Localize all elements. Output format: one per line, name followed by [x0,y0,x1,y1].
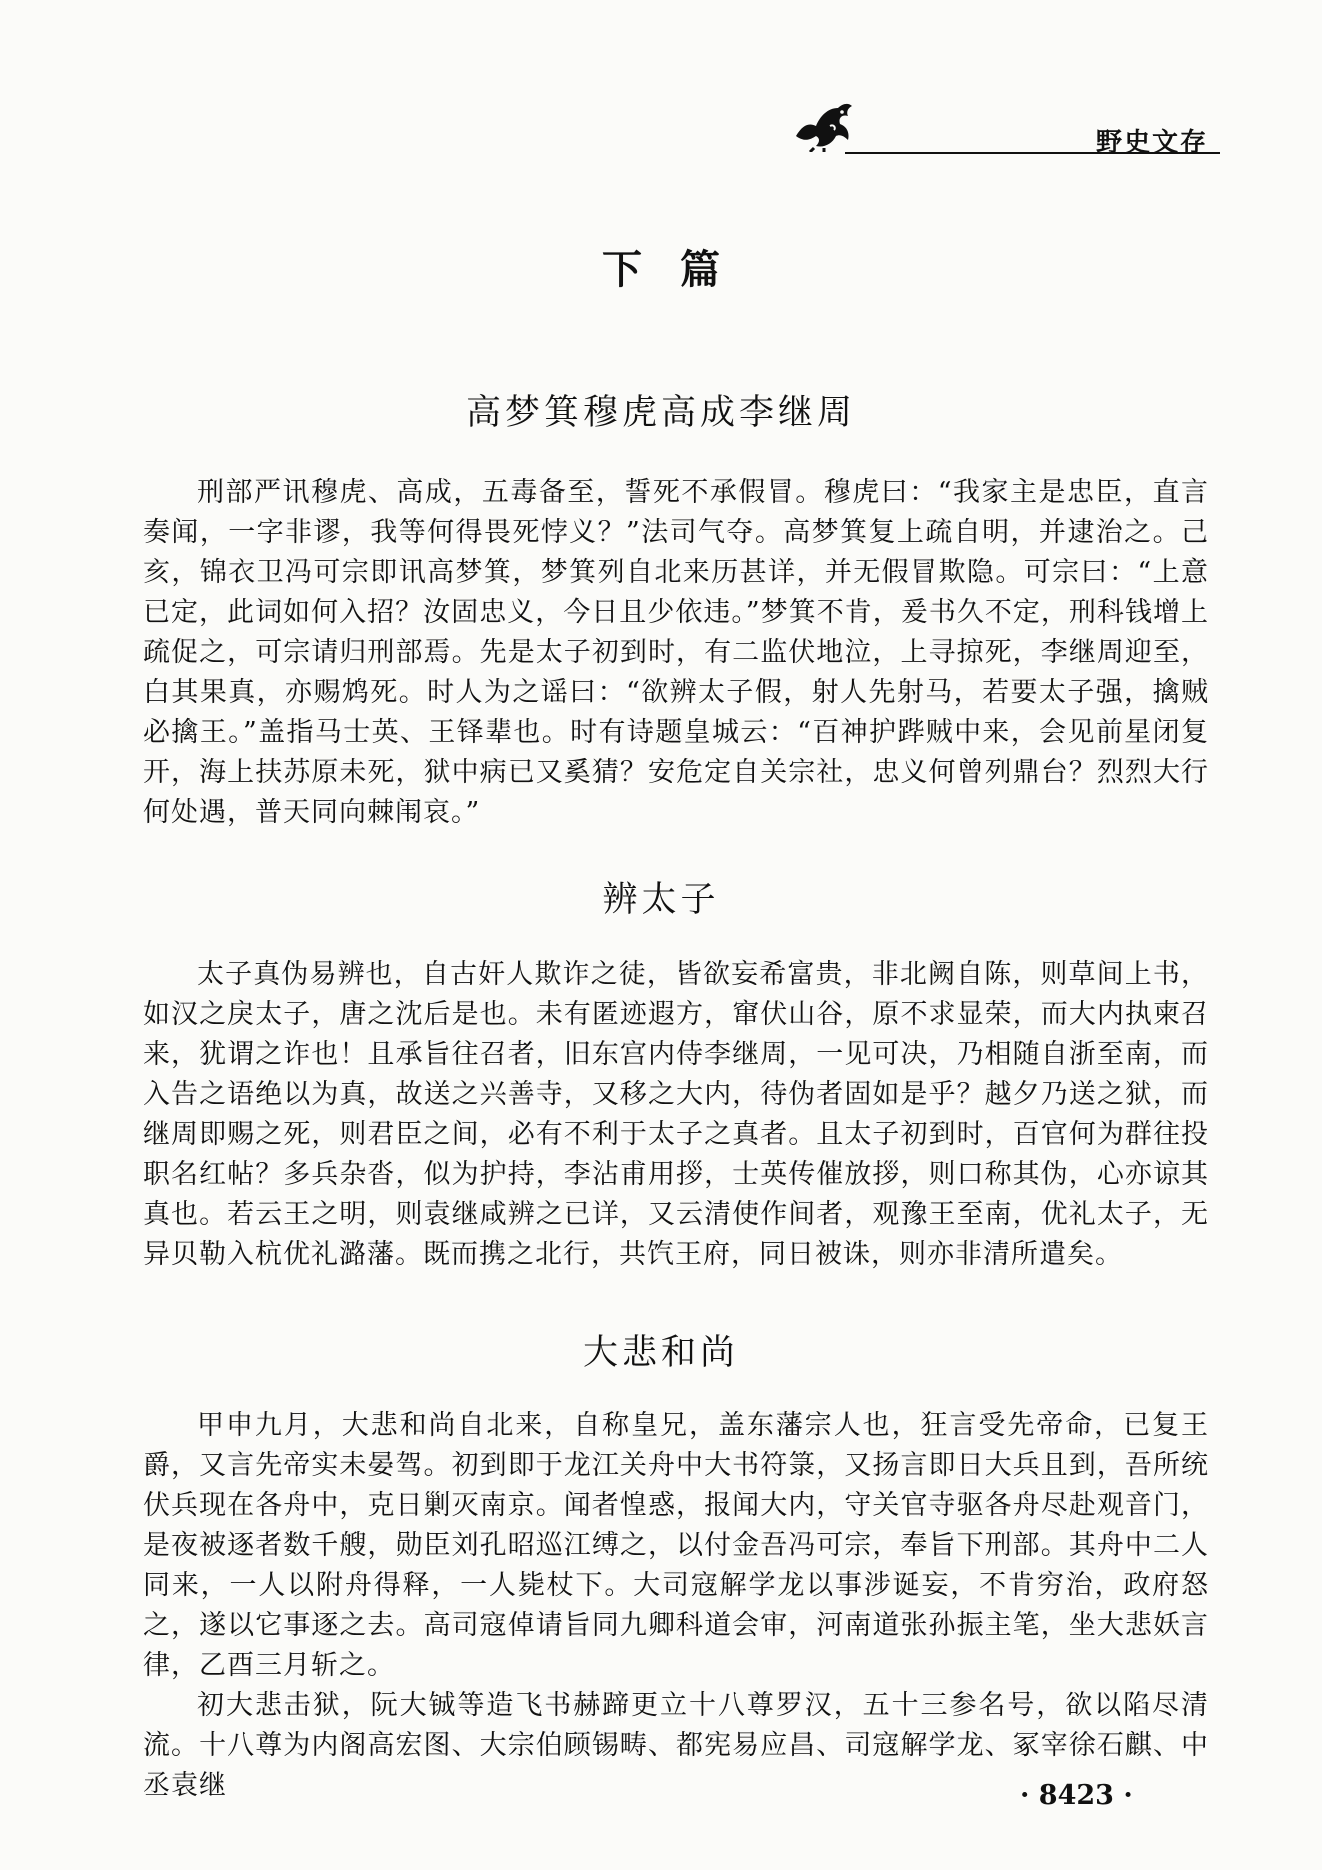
series-name: 野史文存 [1095,128,1208,158]
paragraph: 刑部严讯穆虎、高成，五毒备至，誓死不承假冒。穆虎曰：“我家主是忠臣，直言奏闻，一字非谬，我等何得畏死悖义？”法司气夺。高梦箕复上疏自明，并逮治之。己亥，锦衣卫冯可宗即讯高梦箕，梦箕列自北来历甚详，并无假冒欺隐。可宗曰：“上意已定，此词如何入招？汝固忠义，今日且少依违。”梦箕不肯，爰书久不定，刑科钱增上疏促之，可宗请归刑部焉。先是太子初到时，有二监伏地泣，上寻掠死，李继周迎至，白其果真，亦赐鸩死。时人为之谣曰：“欲辨太子假，射人先射马，若要太子强，擒贼必擒王。”盖指马士英、王铎辈也。时有诗题皇城云：“百神护跸贼中来，会见前星闭复开，海上扶苏原未死，狱中病已又奚猜？安危定自关宗社，忠义何曾列鼎台？烈烈大行何处遇，普天同向棘闱哀。” [143,477,1209,828]
paragraph: 初大悲击狱，阮大铖等造飞书赫蹄更立十八尊罗汉，五十三参名号，欲以陷尽清流。十八尊为内阁高宏图、大宗伯顾锡畴、都宪易应昌、司寇解学龙、冢宰徐石麒、中丞袁继 [143,1690,1209,1801]
dragon-emblem-icon [790,96,860,152]
running-header [790,96,1220,156]
paragraph: 太子真伪易辨也，自古奸人欺诈之徒，皆欲妄希富贵，非北阙自陈，则草间上书，如汉之戾太子，唐之沈后是也。未有匿迹遐方，窜伏山谷，原不求显荣，而大内执柬召来，犹谓之诈也！且承旨往召者，旧东宫内侍李继周，一见可决，乃相随自浙至南，而入告之语绝以为真，故送之兴善寺，又移之大内，待伪者固如是乎？越夕乃送之狱，而继周即赐之死，则君臣之间，必有不利于太子之真者。且太子初到时，百官何为群往投职名红帖？多兵杂沓，似为护持，李沾甫用拶，士英传催放拶，则口称其伪，心亦谅其真也。若云王之明，则袁继咸辨之已详，又云清使作间者，观豫王至南，优礼太子，无异贝勒入杭优礼潞藩。既而携之北行，共饩王府，同日被诛，则亦非清所遣矣。 [143,959,1209,1270]
section-title: 高梦箕穆虎高成李继周 [465,393,856,433]
paragraph: 甲申九月，大悲和尚自北来，自称皇兄，盖东藩宗人也，狂言受先帝命，已复王爵，又言先帝实未晏驾。初到即于龙江关舟中大书符箓，又扬言即日大兵且到，吾所统伏兵现在各舟中，克日剿灭南京。闻者惶惑，报闻大内，守关官寺驱各舟尽赴观音门，是夜被逐者数千艘，勋臣刘孔昭巡江缚之，以付金吾冯可宗，奉旨下刑部。其舟中二人同来，一人以附舟得释，一人毙杖下。大司寇解学龙以事涉诞妄，不肯穷治，政府怒之，遂以它事逐之去。高司寇倬请旨同九卿科道会审，河南道张孙振主笔，坐大悲妖言律，乙酉三月斩之。 [143,1410,1209,1681]
section-title: 大悲和尚 [582,1333,739,1373]
section-title: 辨太子 [602,880,720,920]
part-title: 下篇 [602,247,758,293]
page-number: · 8423 · [1020,1780,1133,1811]
